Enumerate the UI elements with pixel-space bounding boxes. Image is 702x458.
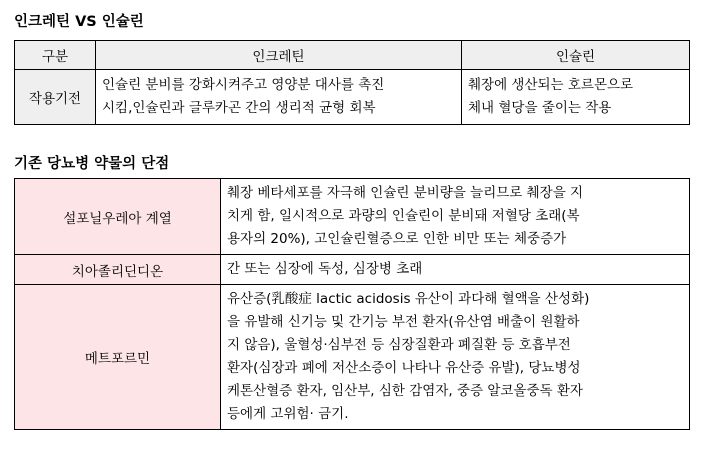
cell-line: 등에게 고위험· 금기. [227, 406, 349, 422]
cell-line: 체내 혈당을 줄이는 작용 [468, 100, 612, 116]
table-row [15, 70, 690, 125]
header-category: 구분 [15, 41, 96, 70]
cell-line: 을 유발해 신기능 및 간기능 부전 환자(유산염 배출이 원활하 [227, 314, 580, 330]
cell-line: 유산증(乳酸症 lactic acidosis 유산이 과다해 혈액을 산성화) [227, 291, 590, 307]
table-row [15, 255, 690, 285]
row-label-metformin: 메트포르민 [15, 285, 221, 430]
section-title-drug-drawbacks: 기존 당뇨병 약물의 단점 [14, 156, 170, 172]
row-label-sulfonylurea: 설포닐우레아 계열 [15, 179, 221, 255]
metformin-drawback-cell [221, 285, 690, 430]
cell-line: 시킴,인슐린과 글루카곤 간의 생리적 균형 회복 [102, 100, 376, 116]
thiazolidinedione-drawback-cell [221, 255, 690, 285]
section-title-incretin-vs-insulin: 인크레틴 VS 인슐린 [14, 14, 144, 30]
row-label-mechanism: 작용기전 [15, 70, 96, 125]
table-row [15, 179, 690, 255]
incretin-insulin-table [14, 40, 690, 125]
row-label-thiazolidinedione: 치아졸리딘디온 [15, 255, 221, 285]
cell-line: 췌장 베타세포를 자극해 인슐린 분비량을 늘리므로 췌장을 지 [227, 185, 584, 201]
cell-line: 케톤산혈증 환자, 임산부, 심한 감염자, 중증 알코올중독 환자 [227, 383, 583, 399]
cell-line: 치게 함, 일시적으로 과량의 인슐린이 분비돼 저혈당 초래(복 [227, 208, 580, 224]
cell-line: 간 또는 심장에 독성, 심장병 초래 [227, 261, 423, 277]
header-incretin: 인크레틴 [96, 41, 462, 70]
sulfonylurea-drawback-cell [221, 179, 690, 255]
table-header-row [15, 41, 690, 70]
insulin-mechanism-cell [462, 70, 690, 125]
cell-line: 지 않음), 울혈성·심부전 등 심장질환과 폐질환 등 호흡부전 [227, 337, 571, 353]
drug-drawbacks-table [14, 178, 690, 430]
header-insulin: 인슐린 [462, 41, 690, 70]
cell-line: 인슐린 분비를 강화시켜주고 영양분 대사를 촉진 [102, 77, 385, 93]
table-row [15, 285, 690, 430]
cell-line: 환자(심장과 폐에 저산소증이 나타나 유산증 유발), 당뇨병성 [227, 360, 581, 376]
incretin-mechanism-cell [96, 70, 462, 125]
cell-line: 용자의 20%), 고인슐린혈증으로 인한 비만 또는 체중증가 [227, 231, 567, 247]
cell-line: 췌장에 생산되는 호르몬으로 [468, 77, 634, 93]
